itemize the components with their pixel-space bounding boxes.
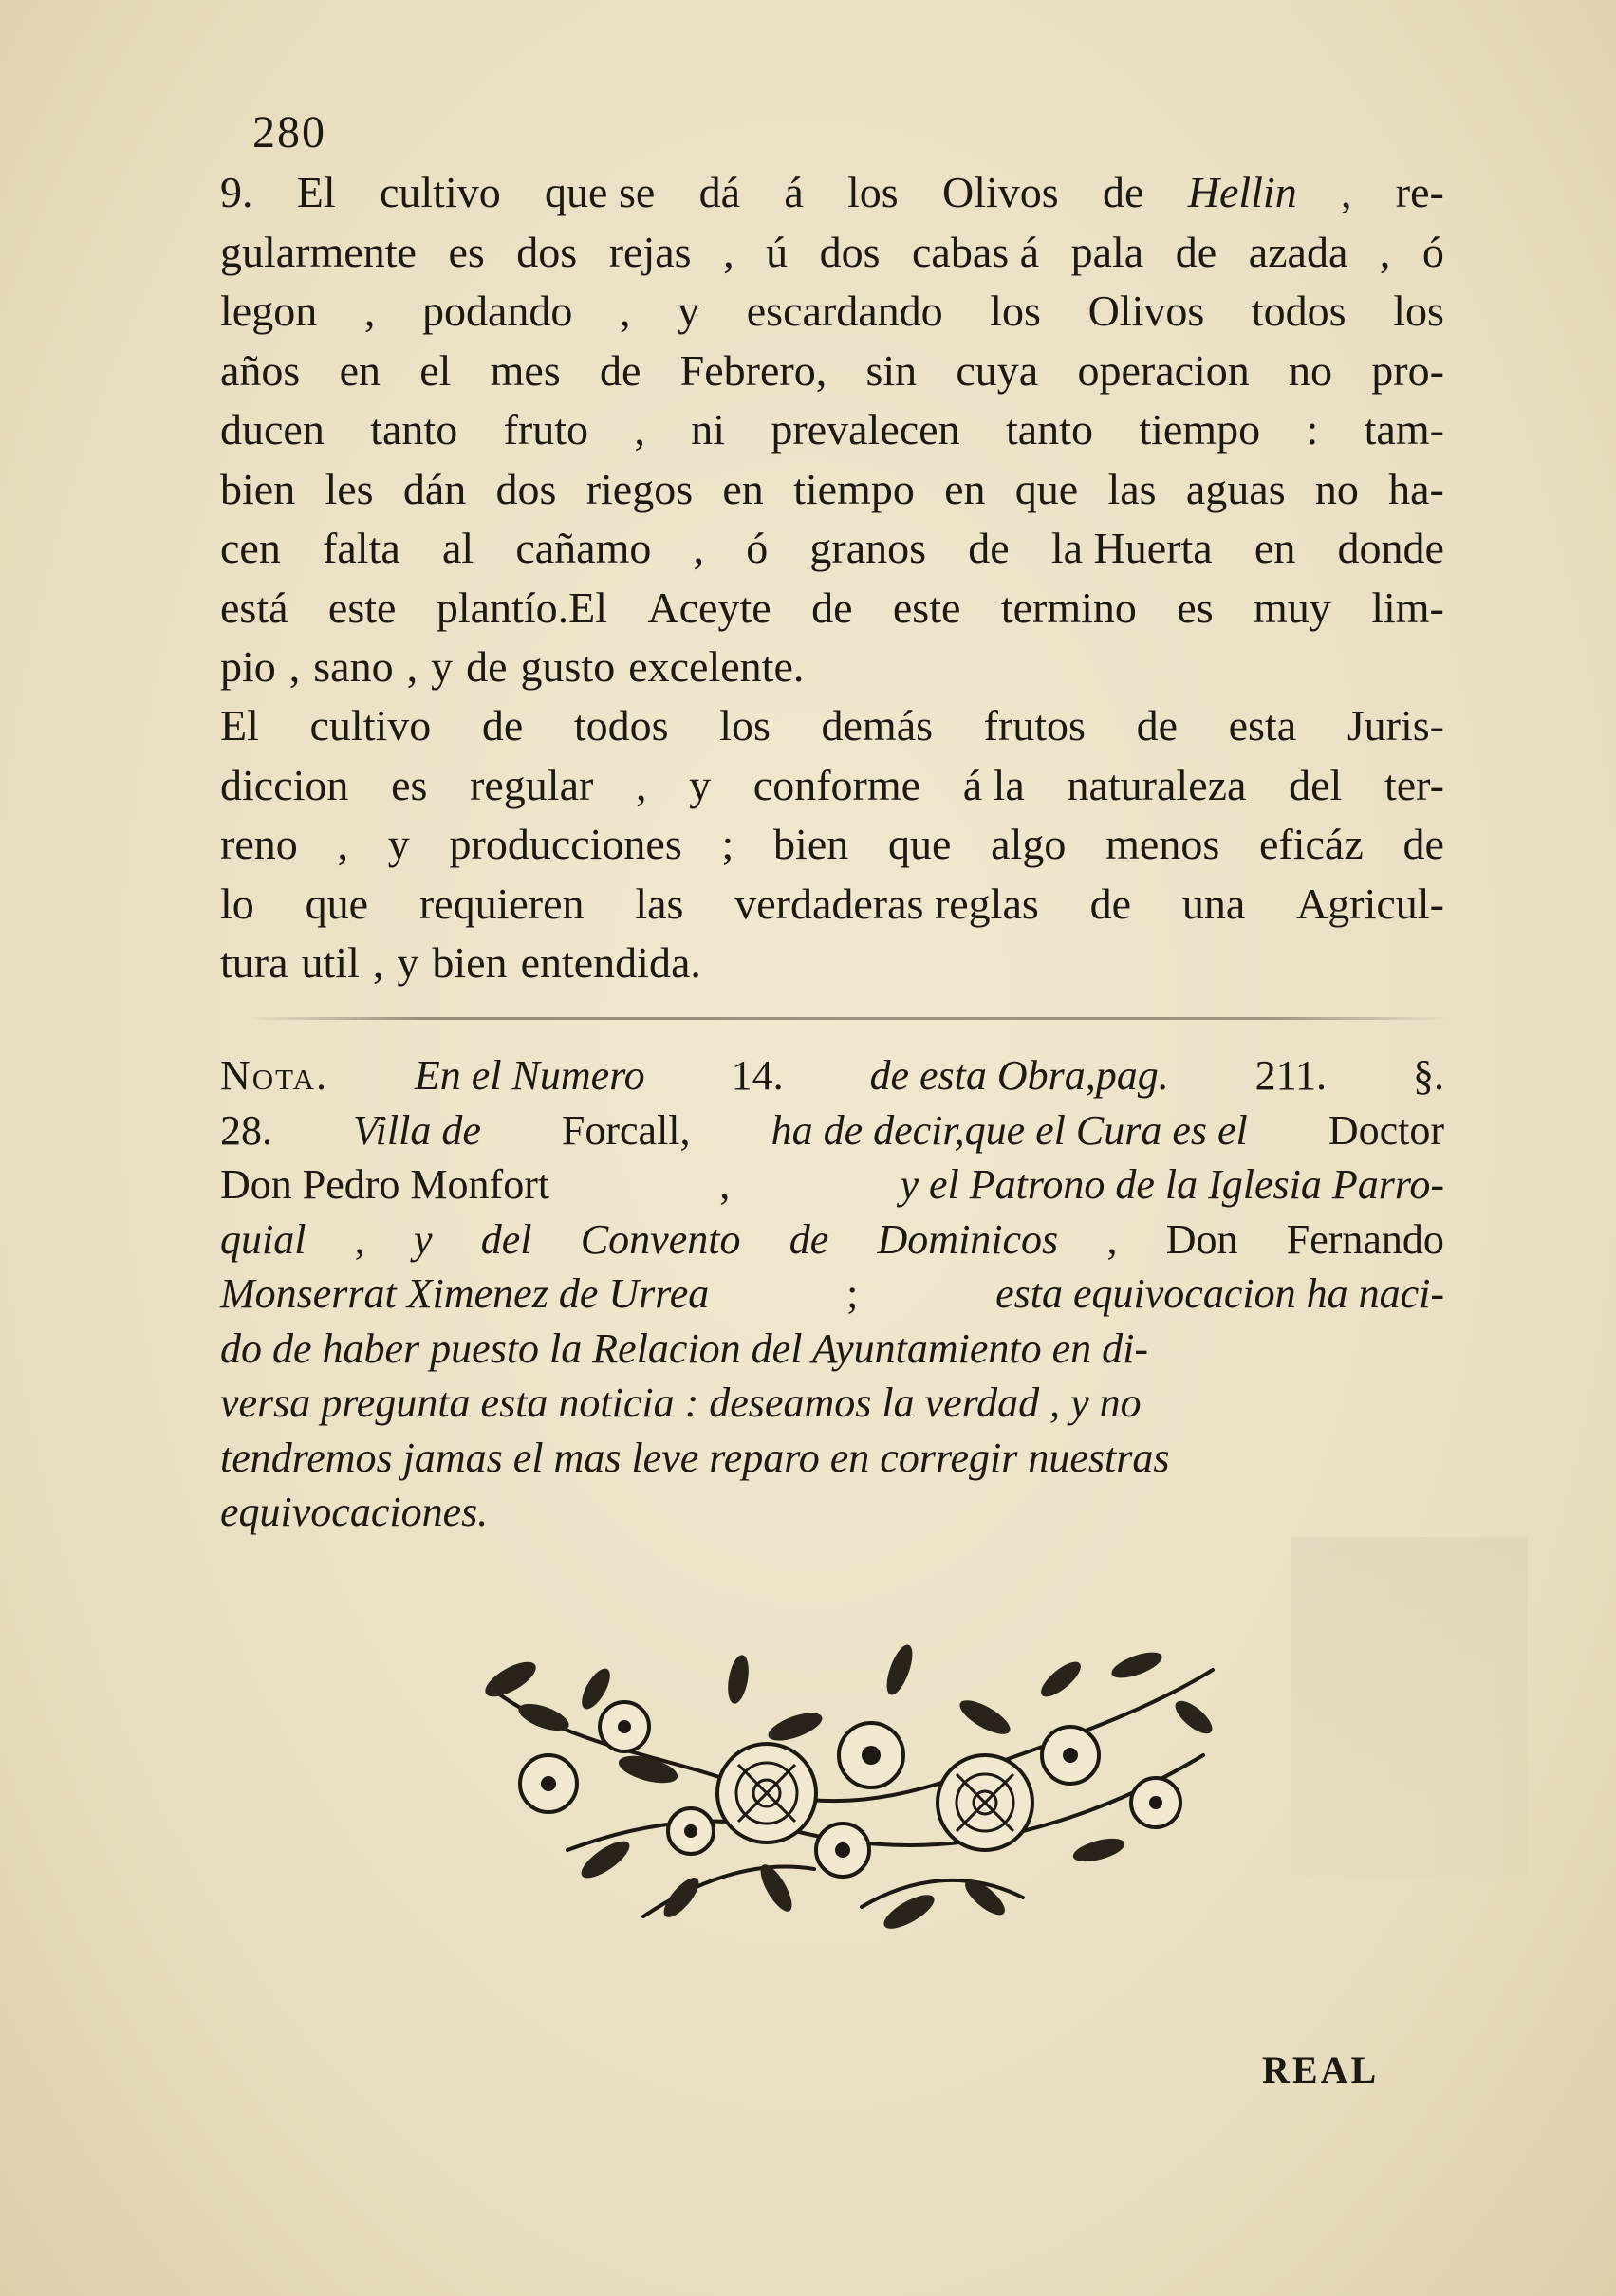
text-line	[220, 1103, 1444, 1158]
text-line	[220, 815, 1444, 875]
paragraph-cultivo-olivos	[220, 163, 1444, 697]
word: Don	[1165, 1215, 1238, 1263]
word: quial	[220, 1215, 306, 1263]
word: es	[448, 227, 485, 276]
word: plantío.El	[436, 583, 607, 632]
word: ,	[406, 642, 418, 691]
word: tura	[220, 938, 288, 987]
word: este	[327, 583, 397, 632]
word: naturaleza	[1067, 760, 1247, 809]
text-line	[220, 223, 1444, 283]
word: ,	[372, 938, 384, 987]
text-line	[220, 460, 1444, 520]
word: ó	[1421, 227, 1444, 276]
word: cultivo	[379, 168, 501, 216]
word: no	[1289, 345, 1333, 395]
word: rejas	[608, 227, 692, 276]
word: En el Numero	[414, 1052, 645, 1099]
word: en	[944, 464, 986, 513]
word: Hellin	[1187, 168, 1297, 216]
word: pala	[1070, 227, 1144, 276]
word: una	[1181, 879, 1246, 928]
word: versa pregunta esta noticia : deseamos la verdad , y no	[220, 1379, 1142, 1426]
word: legon	[220, 287, 318, 335]
word: y	[397, 938, 419, 987]
text-line	[220, 282, 1444, 342]
word: operacion	[1077, 345, 1250, 395]
word: do de haber puesto la Relacion del Ayuntamiento en di-	[220, 1324, 1148, 1372]
word: verdaderas reglas	[734, 879, 1039, 928]
nota-paragraph	[220, 1048, 1444, 1540]
word: termino	[1000, 583, 1137, 632]
word: de	[1089, 879, 1132, 928]
show-through-shadow	[1291, 1537, 1528, 1879]
word: ,	[354, 1215, 365, 1263]
word: y	[431, 642, 454, 691]
word: producciones	[449, 820, 682, 868]
word: de esta Obra,pag.	[869, 1052, 1169, 1099]
word: 14.	[731, 1052, 784, 1099]
word: Forcall,	[561, 1106, 691, 1154]
word: ,	[288, 642, 301, 691]
word: no	[1314, 464, 1359, 513]
word: ha-	[1388, 464, 1444, 513]
word: Doctor	[1328, 1106, 1444, 1154]
word: tanto	[370, 405, 458, 454]
word: los	[847, 168, 899, 216]
word: ,	[620, 287, 631, 335]
text-line	[220, 1048, 1444, 1103]
word: menos	[1105, 820, 1220, 868]
word: equivocaciones.	[220, 1489, 489, 1535]
word: ,	[1341, 168, 1352, 216]
word: de	[811, 583, 853, 632]
word: ,	[363, 287, 376, 335]
word: Don Pedro Monfort	[220, 1161, 550, 1208]
word: 9.	[220, 168, 253, 216]
word: gusto	[520, 642, 616, 691]
word: ni	[691, 405, 726, 454]
text-line	[220, 579, 1444, 639]
word: regular	[470, 760, 594, 809]
floral-vignette-icon	[454, 1613, 1251, 1954]
text-line	[220, 638, 1444, 697]
word: ,	[634, 405, 645, 454]
word: las	[1107, 464, 1157, 513]
word: esta	[1228, 701, 1297, 750]
paragraph-cultivo-frutos	[220, 696, 1444, 993]
word: ó	[746, 524, 769, 572]
word: Fernando	[1286, 1215, 1444, 1263]
word: 211.	[1254, 1052, 1328, 1099]
word: ter-	[1384, 760, 1444, 809]
word: en	[339, 345, 381, 395]
word: escardando	[746, 287, 943, 335]
word: diccion	[220, 760, 349, 809]
word: aguas	[1185, 464, 1286, 513]
word: re-	[1395, 168, 1444, 216]
word: de	[1402, 820, 1444, 868]
word: dos	[495, 464, 557, 513]
word: este	[892, 583, 961, 632]
word: ,	[337, 820, 348, 868]
word: granos	[809, 524, 927, 572]
word: azada	[1248, 227, 1348, 276]
word: dá	[698, 168, 741, 216]
word: reno	[220, 820, 298, 868]
word: años	[220, 345, 301, 395]
word: Dominicos	[877, 1215, 1059, 1263]
word: en	[722, 464, 764, 513]
word: cuya	[956, 345, 1039, 395]
word: sano	[313, 642, 394, 691]
word: tiempo	[793, 464, 915, 513]
word: y	[678, 287, 700, 335]
word: pro-	[1371, 345, 1444, 395]
word: en	[1254, 524, 1296, 572]
word: ha de decir,que el Cura es el	[771, 1106, 1248, 1154]
word: dán	[402, 464, 467, 513]
word: de	[968, 524, 1010, 572]
word: requieren	[418, 879, 585, 928]
word: de	[600, 345, 641, 395]
text-line	[220, 1376, 1444, 1431]
word: el	[419, 345, 452, 395]
text-line	[220, 342, 1444, 401]
word: las	[635, 879, 684, 928]
word: ,	[723, 227, 734, 276]
word: bien	[773, 820, 849, 868]
word: de	[1175, 227, 1217, 276]
word: de	[466, 642, 508, 691]
word: del	[1289, 760, 1343, 809]
word: bien	[432, 938, 508, 987]
word: Olivos	[942, 168, 1059, 216]
word: que	[1014, 464, 1079, 513]
text-line	[220, 1322, 1444, 1377]
horizontal-rule	[247, 1017, 1450, 1020]
text-line	[220, 400, 1444, 460]
word: mes	[490, 345, 561, 395]
text-line	[220, 1157, 1444, 1213]
word: frutos	[983, 701, 1086, 750]
word: ,	[1379, 227, 1391, 276]
word: y	[413, 1215, 433, 1263]
word: ;	[846, 1270, 859, 1317]
text-line	[220, 756, 1444, 816]
word: á	[784, 168, 804, 216]
word: cen	[220, 524, 281, 572]
word: y	[689, 760, 712, 809]
word: El	[220, 701, 259, 750]
text-line	[220, 934, 1444, 993]
word: demás	[821, 701, 934, 750]
word: tanto	[1005, 405, 1093, 454]
word: ,	[1106, 1215, 1118, 1263]
page-number: 280	[252, 107, 326, 157]
word: algo	[991, 820, 1067, 868]
word: Aceyte	[647, 583, 771, 632]
word: Olivos	[1087, 287, 1205, 335]
word: Villa de	[353, 1106, 481, 1154]
word: Juris-	[1347, 701, 1444, 750]
text-line	[220, 163, 1444, 223]
word: tiempo	[1139, 405, 1261, 454]
word: muy	[1254, 583, 1331, 632]
text-line	[220, 519, 1444, 579]
word: esta equivocacion ha naci-	[995, 1270, 1444, 1317]
word: de	[481, 701, 524, 750]
word: excelente.	[628, 642, 805, 691]
word: y	[387, 820, 410, 868]
word: util	[301, 938, 360, 987]
word: cañamo	[515, 524, 652, 572]
word: cultivo	[309, 701, 432, 750]
word: fruto	[503, 405, 588, 454]
word: pio	[220, 642, 276, 691]
word: eficáz	[1258, 820, 1364, 868]
word: ,	[693, 524, 705, 572]
text-line	[220, 1213, 1444, 1268]
text-line	[220, 1267, 1444, 1322]
word: cabas á	[912, 227, 1040, 276]
word: prevalecen	[771, 405, 960, 454]
word: sin	[865, 345, 918, 395]
word: los	[719, 701, 771, 750]
word: ducen	[220, 405, 325, 454]
word: entendida.	[520, 938, 701, 987]
word: todos	[573, 701, 669, 750]
word: :	[1306, 405, 1319, 454]
word: donde	[1337, 524, 1444, 572]
word: Febrero,	[679, 345, 827, 395]
catchword: REAL	[1262, 2048, 1380, 2091]
word: ,	[635, 760, 647, 809]
word: lim-	[1371, 583, 1444, 632]
word: ;	[721, 820, 734, 868]
word: 28.	[220, 1106, 272, 1154]
word: de	[789, 1215, 829, 1263]
word: tam-	[1364, 405, 1444, 454]
word: que	[888, 820, 952, 868]
word: podando	[421, 287, 573, 335]
word: falta	[323, 524, 400, 572]
word: gularmente	[220, 227, 417, 276]
word: del	[480, 1215, 532, 1263]
word: de	[1136, 701, 1178, 750]
word: los	[990, 287, 1041, 335]
text-line	[220, 875, 1444, 935]
word: les	[325, 464, 374, 513]
word: que	[305, 879, 369, 928]
word: dos	[516, 227, 578, 276]
word: tendremos jamas el mas leve reparo en corregir nuestras	[220, 1434, 1170, 1481]
word: á la	[962, 760, 1025, 809]
word: Nota.	[220, 1052, 329, 1099]
word: es	[1177, 583, 1214, 632]
word: está	[220, 583, 288, 632]
text-line	[220, 1431, 1444, 1486]
word: y el Patrono de la Iglesia Parro-	[900, 1161, 1444, 1208]
word: ú	[766, 227, 789, 276]
text-line	[220, 1485, 1444, 1540]
word: es	[391, 760, 428, 809]
word: Agricul-	[1296, 879, 1444, 928]
word: la Huerta	[1050, 524, 1213, 572]
word: §.	[1412, 1052, 1444, 1099]
word: El	[296, 168, 336, 216]
word: de	[1103, 168, 1144, 216]
word: ,	[719, 1161, 731, 1208]
word: bien	[220, 464, 296, 513]
word: conforme	[752, 760, 921, 809]
text-line	[220, 696, 1444, 756]
word: lo	[220, 879, 254, 928]
word: que se	[545, 168, 656, 216]
word: todos	[1251, 287, 1347, 335]
word: Monserrat Ximenez de Urrea	[220, 1270, 710, 1317]
word: dos	[819, 227, 881, 276]
word: Convento	[580, 1215, 741, 1263]
word: riegos	[585, 464, 694, 513]
word: al	[441, 524, 474, 572]
word: los	[1393, 287, 1444, 335]
